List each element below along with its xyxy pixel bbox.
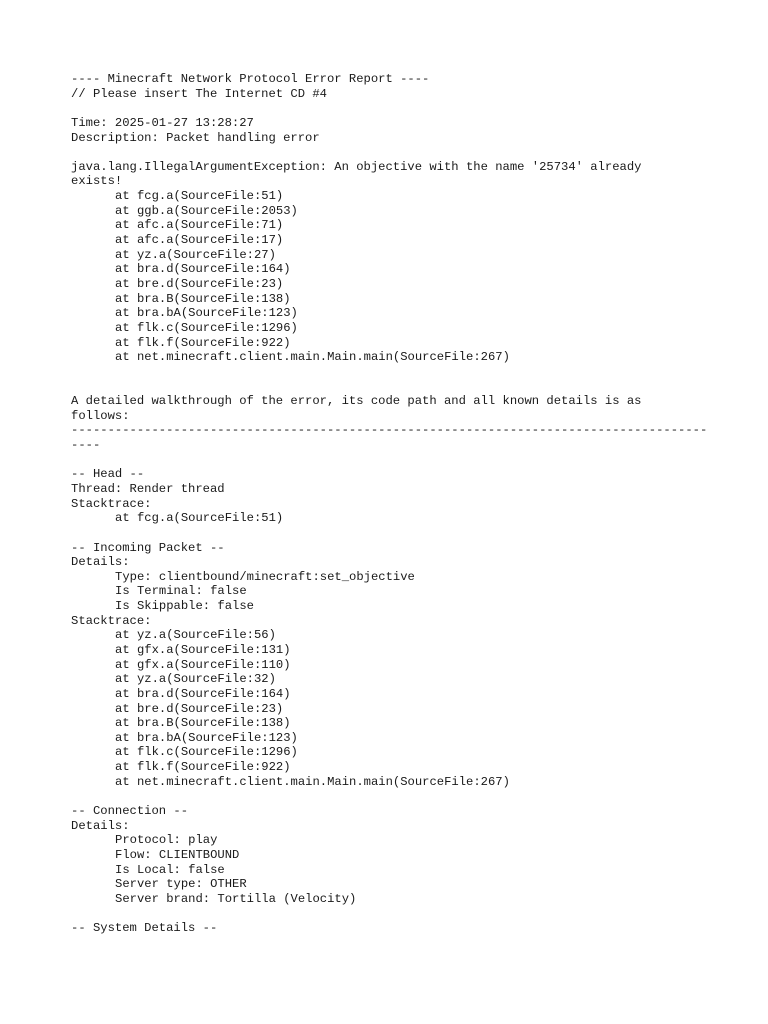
detail-item: Flow: CLIENTBOUND: [115, 847, 240, 862]
detail-item: Protocol: play: [115, 833, 218, 848]
stack-frame: at yz.a(SourceFile:32): [115, 672, 276, 687]
stack-frame: at bra.bA(SourceFile:123): [115, 730, 298, 745]
stack-frame: at bre.d(SourceFile:23): [115, 701, 284, 716]
report-comment: // Please insert The Internet CD #4: [71, 86, 327, 101]
spacer: [71, 526, 731, 541]
detail-item: Is Terminal: false: [115, 584, 247, 599]
stack-frame: at yz.a(SourceFile:27): [115, 247, 276, 262]
spacer: [71, 145, 731, 160]
exception-message-continued: exists!: [71, 174, 123, 189]
stack-frame: at bra.B(SourceFile:138): [115, 291, 291, 306]
detail-item: Is Skippable: false: [115, 599, 254, 614]
stack-frame: at fcg.a(SourceFile:51): [115, 511, 284, 526]
crash-report: [71, 72, 731, 936]
stack-frame: at afc.a(SourceFile:71): [115, 218, 284, 233]
stack-frame: at bre.d(SourceFile:23): [115, 276, 284, 291]
walkthrough-intro: A detailed walkthrough of the error, its code path and all known details is as: [71, 394, 642, 409]
stack-frame: at flk.c(SourceFile:1296): [115, 745, 298, 760]
details-label: Details:: [71, 555, 130, 570]
stacktrace-label: Stacktrace:: [71, 496, 152, 511]
stack-frame: at gfx.a(SourceFile:110): [115, 657, 291, 672]
section-head: [71, 467, 731, 526]
detail-item: Type: clientbound/minecraft:set_objective: [115, 569, 415, 584]
stack-frame: at fcg.a(SourceFile:51): [115, 189, 284, 204]
report-description: Description: Packet handling error: [71, 130, 320, 145]
section-title: -- System Details --: [71, 921, 218, 936]
section-connection: [71, 804, 731, 906]
spacer: [71, 907, 731, 922]
section-title: -- Incoming Packet --: [71, 540, 225, 555]
section-system-details: [71, 921, 731, 936]
exception-stacktrace: [71, 189, 731, 365]
stack-frame: at flk.f(SourceFile:922): [115, 335, 291, 350]
detail-item: Server brand: Tortilla (Velocity): [115, 891, 357, 906]
stack-frame: at yz.a(SourceFile:56): [115, 628, 276, 643]
spacer: [71, 101, 731, 116]
detail-item: Server type: OTHER: [115, 877, 247, 892]
stack-frame: at net.minecraft.client.main.Main.main(SourceFile:267): [115, 350, 510, 365]
stack-frame: at flk.c(SourceFile:1296): [115, 320, 298, 335]
stack-frame: at ggb.a(SourceFile:2053): [115, 203, 298, 218]
report-time: Time: 2025-01-27 13:28:27: [71, 115, 254, 130]
divider-continued: ----: [71, 438, 101, 453]
stack-frame: at gfx.a(SourceFile:131): [115, 642, 291, 657]
stack-frame: at afc.a(SourceFile:17): [115, 233, 284, 248]
detail-item: Is Local: false: [115, 862, 225, 877]
divider: ---------------------------------------------------------------------------------------: [71, 423, 708, 438]
thread-info: Thread: Render thread: [71, 481, 225, 496]
stack-frame: at bra.d(SourceFile:164): [115, 686, 291, 701]
details-label: Details:: [71, 818, 130, 833]
spacer: [71, 789, 731, 804]
spacer: [71, 379, 731, 394]
stack-frame: at flk.f(SourceFile:922): [115, 760, 291, 775]
section-title: -- Connection --: [71, 804, 189, 819]
report-header: ---- Minecraft Network Protocol Error Report ----: [71, 72, 430, 86]
stacktrace-label: Stacktrace:: [71, 613, 152, 628]
walkthrough-intro-continued: follows:: [71, 408, 130, 423]
spacer: [71, 453, 731, 468]
section-title: -- Head --: [71, 467, 145, 482]
spacer: [71, 365, 731, 380]
stack-frame: at net.minecraft.client.main.Main.main(SourceFile:267): [115, 774, 510, 789]
stack-frame: at bra.d(SourceFile:164): [115, 262, 291, 277]
stack-frame: at bra.B(SourceFile:138): [115, 716, 291, 731]
section-incoming-packet: [71, 541, 731, 790]
exception-message: java.lang.IllegalArgumentException: An objective with the name '25734' already: [71, 159, 642, 174]
stack-frame: at bra.bA(SourceFile:123): [115, 306, 298, 321]
